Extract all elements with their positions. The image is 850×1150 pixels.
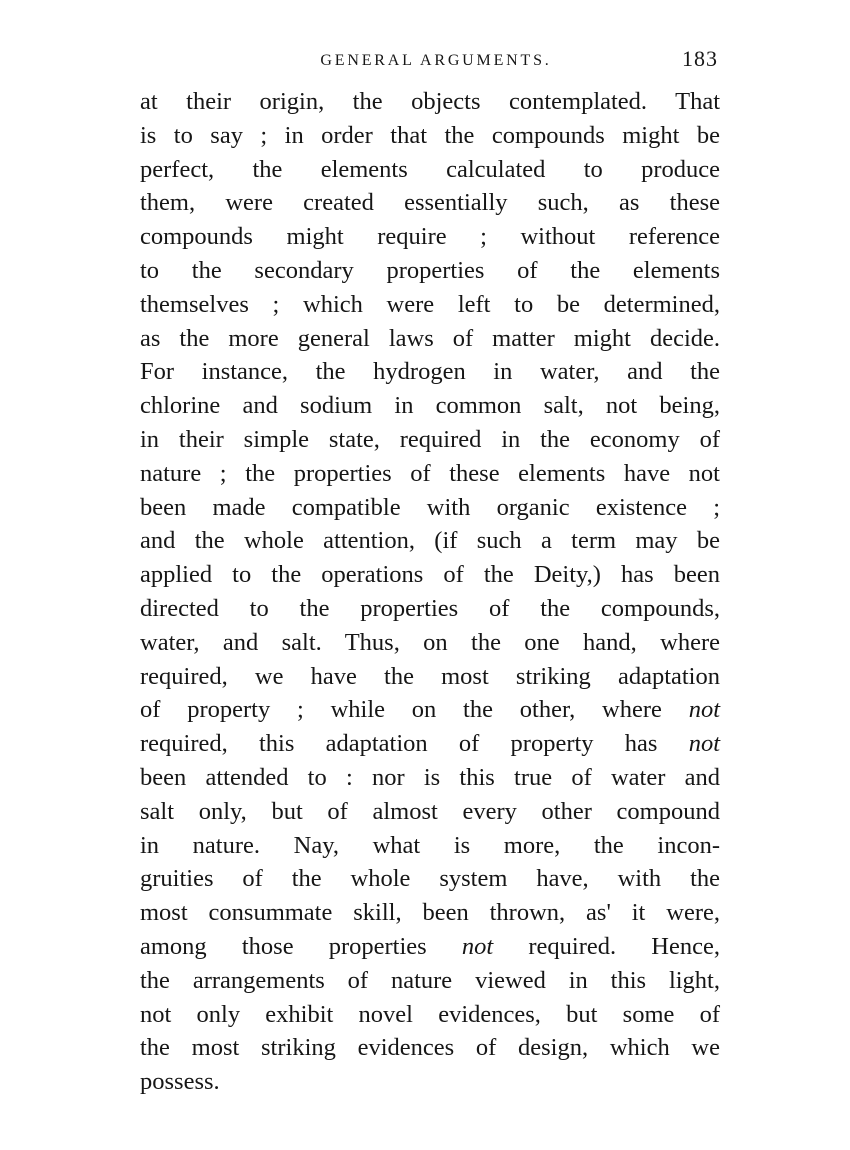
text-run: water, and salt. Thus, on the one hand, where (140, 628, 720, 656)
text-line (140, 254, 720, 288)
text-line (140, 693, 720, 727)
text-run: salt only, but of almost every other compound (140, 797, 720, 825)
text-run: been attended to : nor is this true of water and (140, 763, 720, 791)
text-line (140, 727, 720, 761)
italic-word: not (461, 932, 494, 960)
text-run: the arrangements of nature viewed in this light, (140, 966, 720, 994)
text-run: required. Hence, (493, 932, 720, 960)
text-line (140, 153, 720, 187)
text-run: required, we have the most striking adaptation (140, 662, 720, 690)
text-line (140, 862, 720, 896)
text-line (140, 998, 720, 1032)
text-line (140, 457, 720, 491)
text-run: is to say ; in order that the compounds might be (140, 121, 720, 149)
text-run: the most striking evidences of design, which we (140, 1034, 720, 1062)
text-run: among those properties (140, 932, 462, 960)
text-run: perfect, the elements calculated to produce (140, 155, 720, 183)
text-run: been made compatible with organic existence ; (140, 493, 720, 521)
text-line (140, 423, 720, 457)
text-line (140, 85, 720, 119)
text-run: nature ; the properties of these elements have not (140, 459, 720, 487)
text-line (140, 626, 720, 660)
text-run: in their simple state, required in the economy of (140, 425, 720, 453)
running-title: GENERAL ARGUMENTS. (320, 52, 552, 69)
italic-word: not (688, 696, 720, 724)
text-line (140, 524, 720, 558)
text-run: For instance, the hydrogen in water, and the (140, 358, 720, 386)
text-line (140, 558, 720, 592)
text-line (140, 930, 720, 964)
text-line (140, 829, 720, 863)
text-line (140, 322, 720, 356)
text-run: applied to the operations of the Deity,) has been (140, 561, 720, 589)
text-line (140, 1065, 720, 1099)
text-run: as the more general laws of matter might decide. (140, 324, 720, 352)
text-run: possess. (140, 1068, 220, 1096)
text-run: to the secondary properties of the elements (140, 256, 720, 284)
text-line (140, 896, 720, 930)
text-line (140, 220, 720, 254)
text-run: not only exhibit novel evidences, but some of (140, 1000, 720, 1028)
text-run: required, this adaptation of property has (140, 730, 689, 758)
running-header (140, 40, 720, 80)
text-line (140, 592, 720, 626)
italic-word: not (688, 730, 720, 758)
page-number: 183 (682, 46, 718, 71)
text-line (140, 761, 720, 795)
text-line (140, 964, 720, 998)
text-line (140, 288, 720, 322)
body-text (140, 85, 720, 1105)
text-run: them, were created essentially such, as these (140, 189, 720, 217)
text-run: chlorine and sodium in common salt, not being, (140, 392, 720, 420)
text-run: directed to the properties of the compounds, (140, 594, 720, 622)
text-run: in nature. Nay, what is more, the incon- (140, 831, 720, 859)
text-run: and the whole attention, (if such a term may be (140, 527, 720, 555)
text-line (140, 491, 720, 525)
text-line (140, 1031, 720, 1065)
text-run: gruities of the whole system have, with the (140, 865, 720, 893)
text-line (140, 660, 720, 694)
text-line (140, 389, 720, 423)
text-run: most consummate skill, been thrown, as' it were, (140, 899, 720, 927)
text-line (140, 355, 720, 389)
text-line (140, 119, 720, 153)
text-line (140, 186, 720, 220)
text-run: of property ; while on the other, where (140, 696, 689, 724)
text-run: compounds might require ; without reference (140, 223, 720, 251)
text-line (140, 795, 720, 829)
text-run: themselves ; which were left to be determined, (140, 290, 720, 318)
text-run: at their origin, the objects contemplated. That (140, 88, 720, 115)
